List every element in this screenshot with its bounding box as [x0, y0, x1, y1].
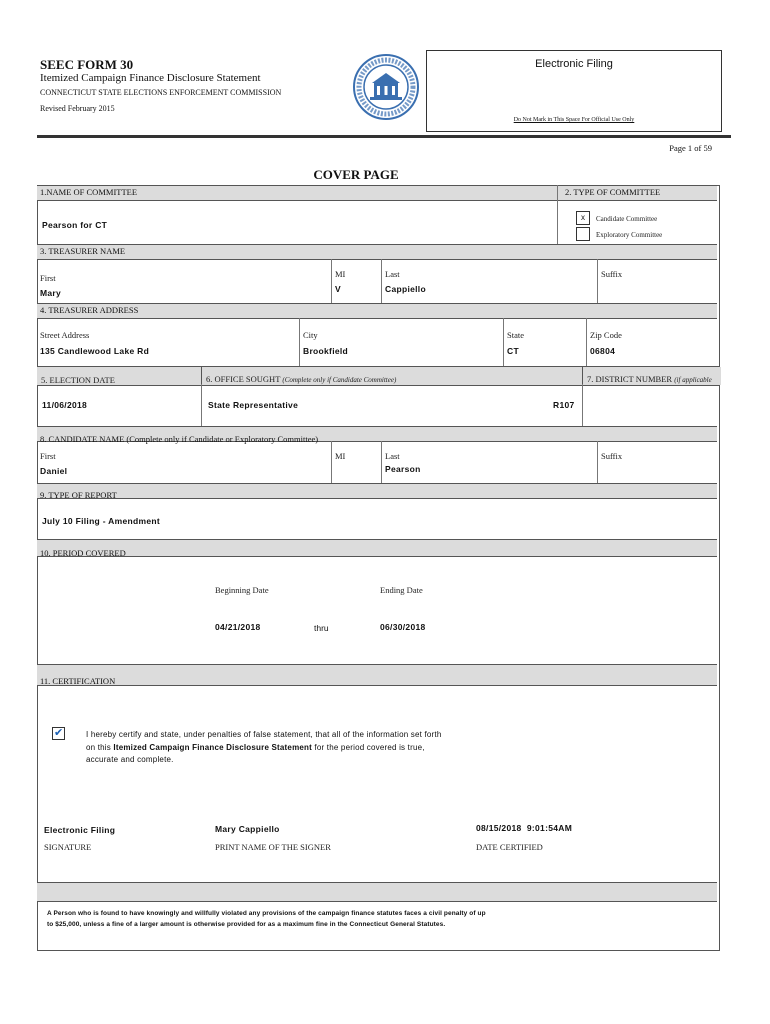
- candidate-last: Pearson: [385, 464, 421, 474]
- filing-box-title: Electronic Filing: [535, 58, 613, 70]
- report-type: July 10 Filing - Amendment: [42, 516, 161, 526]
- candidate-first-label: First: [40, 451, 56, 461]
- divider: [299, 318, 300, 366]
- section-election-header: [37, 366, 720, 386]
- state-label: State: [507, 330, 524, 340]
- state-value: CT: [507, 346, 519, 356]
- section-candidate-header: [37, 426, 717, 442]
- office-label-group: [206, 374, 396, 384]
- treasurer-mi: V: [335, 284, 341, 294]
- section-certification-header: [37, 664, 717, 686]
- footer-band: [37, 882, 717, 902]
- committee-label: 1.NAME OF COMMITTEE: [40, 187, 138, 197]
- certification-text: [86, 729, 442, 767]
- revised-date: Revised February 2015: [40, 104, 115, 113]
- treasurer-label: 3. TREASURER NAME: [40, 246, 126, 256]
- cover-page-title: COVER PAGE: [313, 167, 399, 182]
- divider: [331, 441, 332, 483]
- divider: [597, 259, 598, 303]
- period-label: 10. PERIOD COVERED: [40, 548, 126, 558]
- election-date-label: 5. ELECTION DATE: [41, 375, 115, 385]
- exploratory-committee-label: Exploratory Committee: [596, 231, 663, 239]
- cert-line-1: I hereby certify and state, under penalties of false statement, that all of the information set forth: [86, 730, 442, 739]
- office-note: (Complete only if Candidate Committee): [282, 376, 397, 384]
- state-seal-icon: [352, 53, 420, 121]
- penalty-line-2: to $25,000, unless a fine of a larger amount is otherwise provided for as a maximum fine in the Connecticut General Statutes.: [47, 921, 446, 928]
- address-label: 4. TREASURER ADDRESS: [40, 305, 139, 315]
- cert-line-3: accurate and complete.: [86, 755, 174, 764]
- date-certified: 08/15/2018 9:01:54AM: [476, 823, 573, 833]
- section-treasurer-header: [37, 244, 717, 260]
- candidate-last-label: Last: [385, 451, 400, 461]
- treasurer-first: Mary: [40, 288, 62, 298]
- candidate-suffix-label: Suffix: [601, 451, 623, 461]
- agency-name: CONNECTICUT STATE ELECTIONS ENFORCEMENT COMMISSION: [40, 88, 282, 97]
- treasurer-first-label: First: [40, 273, 56, 283]
- treasurer-suffix-label: Suffix: [601, 269, 623, 279]
- section-committee-header: [37, 185, 717, 201]
- begin-date: 04/21/2018: [215, 622, 261, 632]
- check-icon: ✔: [54, 726, 64, 739]
- divider: [381, 441, 382, 483]
- official-use-note: Do Not Mark in This Space For Official Use Only: [513, 117, 635, 123]
- page-number: Page 1 of 59: [669, 143, 712, 153]
- zip-value: 06804: [590, 346, 616, 356]
- penalty-line-1: A Person who is found to have knowingly and willfully violated any provisions of the campaign finance statutes faces a civil penalty of up: [47, 910, 486, 917]
- end-date-label: Ending Date: [380, 585, 423, 595]
- signature-value: Electronic Filing: [44, 825, 116, 835]
- cert-line-2-post: for the period covered is true,: [312, 742, 425, 752]
- office-label: 6. OFFICE SOUGHT: [206, 374, 281, 384]
- city-label: City: [303, 330, 318, 340]
- district-label: 7. DISTRICT NUMBER: [587, 374, 673, 384]
- committee-type-label: 2. TYPE OF COMMITTEE: [565, 187, 661, 197]
- divider: [381, 259, 382, 303]
- filing-status-box: [426, 50, 722, 132]
- divider: [201, 384, 202, 426]
- signer-name: Mary Cappiello: [215, 824, 280, 834]
- zip-label: Zip Code: [590, 330, 622, 340]
- candidate-committee-label: Candidate Committee: [596, 215, 658, 223]
- certification-label: 11. CERTIFICATION: [40, 676, 116, 686]
- candidate-first: Daniel: [40, 466, 68, 476]
- divider: [331, 259, 332, 303]
- section-period-header: [37, 539, 717, 557]
- divider: [597, 441, 598, 483]
- cert-line-2-pre: on this: [86, 742, 114, 752]
- city-value: Brookfield: [303, 346, 349, 356]
- cert-line-2-bold: Itemized Campaign Finance Disclosure Statement: [113, 742, 312, 752]
- district-number: R107: [553, 400, 575, 410]
- district-note: (if applicable: [674, 376, 712, 384]
- office-sought: State Representative: [208, 400, 299, 410]
- committee-name: Pearson for CT: [42, 220, 108, 230]
- candidate-label: 8. CANDIDATE NAME (Complete only if Candidate or Exploratory Committee): [40, 434, 319, 444]
- street-value: 135 Candlewood Lake Rd: [40, 346, 150, 356]
- exploratory-committee-checkbox[interactable]: [576, 227, 590, 241]
- divider: [557, 185, 558, 244]
- thru-text: thru: [314, 623, 329, 633]
- begin-date-label: Beginning Date: [215, 585, 269, 595]
- form-title: SEEC FORM 30: [40, 57, 134, 72]
- divider: [586, 318, 587, 366]
- treasurer-last-label: Last: [385, 269, 400, 279]
- signer-label: PRINT NAME OF THE SIGNER: [215, 842, 331, 852]
- certification-checkbox[interactable]: [52, 727, 65, 740]
- penalty-notice: [47, 908, 486, 930]
- signature-label: SIGNATURE: [44, 842, 92, 852]
- section-report-header: [37, 483, 717, 499]
- section-address-header: [37, 303, 717, 319]
- end-date: 06/30/2018: [380, 622, 426, 632]
- date-certified-label: DATE CERTIFIED: [476, 842, 543, 852]
- election-date: 11/06/2018: [42, 400, 88, 410]
- treasurer-last: Cappiello: [385, 284, 426, 294]
- divider: [503, 318, 504, 366]
- street-label: Street Address: [40, 330, 90, 340]
- form-subtitle: Itemized Campaign Finance Disclosure Statement: [40, 72, 261, 84]
- district-label-group: [587, 374, 712, 384]
- treasurer-mi-label: MI: [335, 269, 346, 279]
- divider: [582, 384, 583, 426]
- candidate-mi-label: MI: [335, 451, 346, 461]
- cert-line-2: [86, 742, 442, 755]
- candidate-committee-checkbox[interactable]: x: [576, 211, 590, 225]
- form-frame: [37, 185, 720, 951]
- report-label: 9. TYPE OF REPORT: [40, 490, 117, 500]
- header-rule: [37, 135, 731, 138]
